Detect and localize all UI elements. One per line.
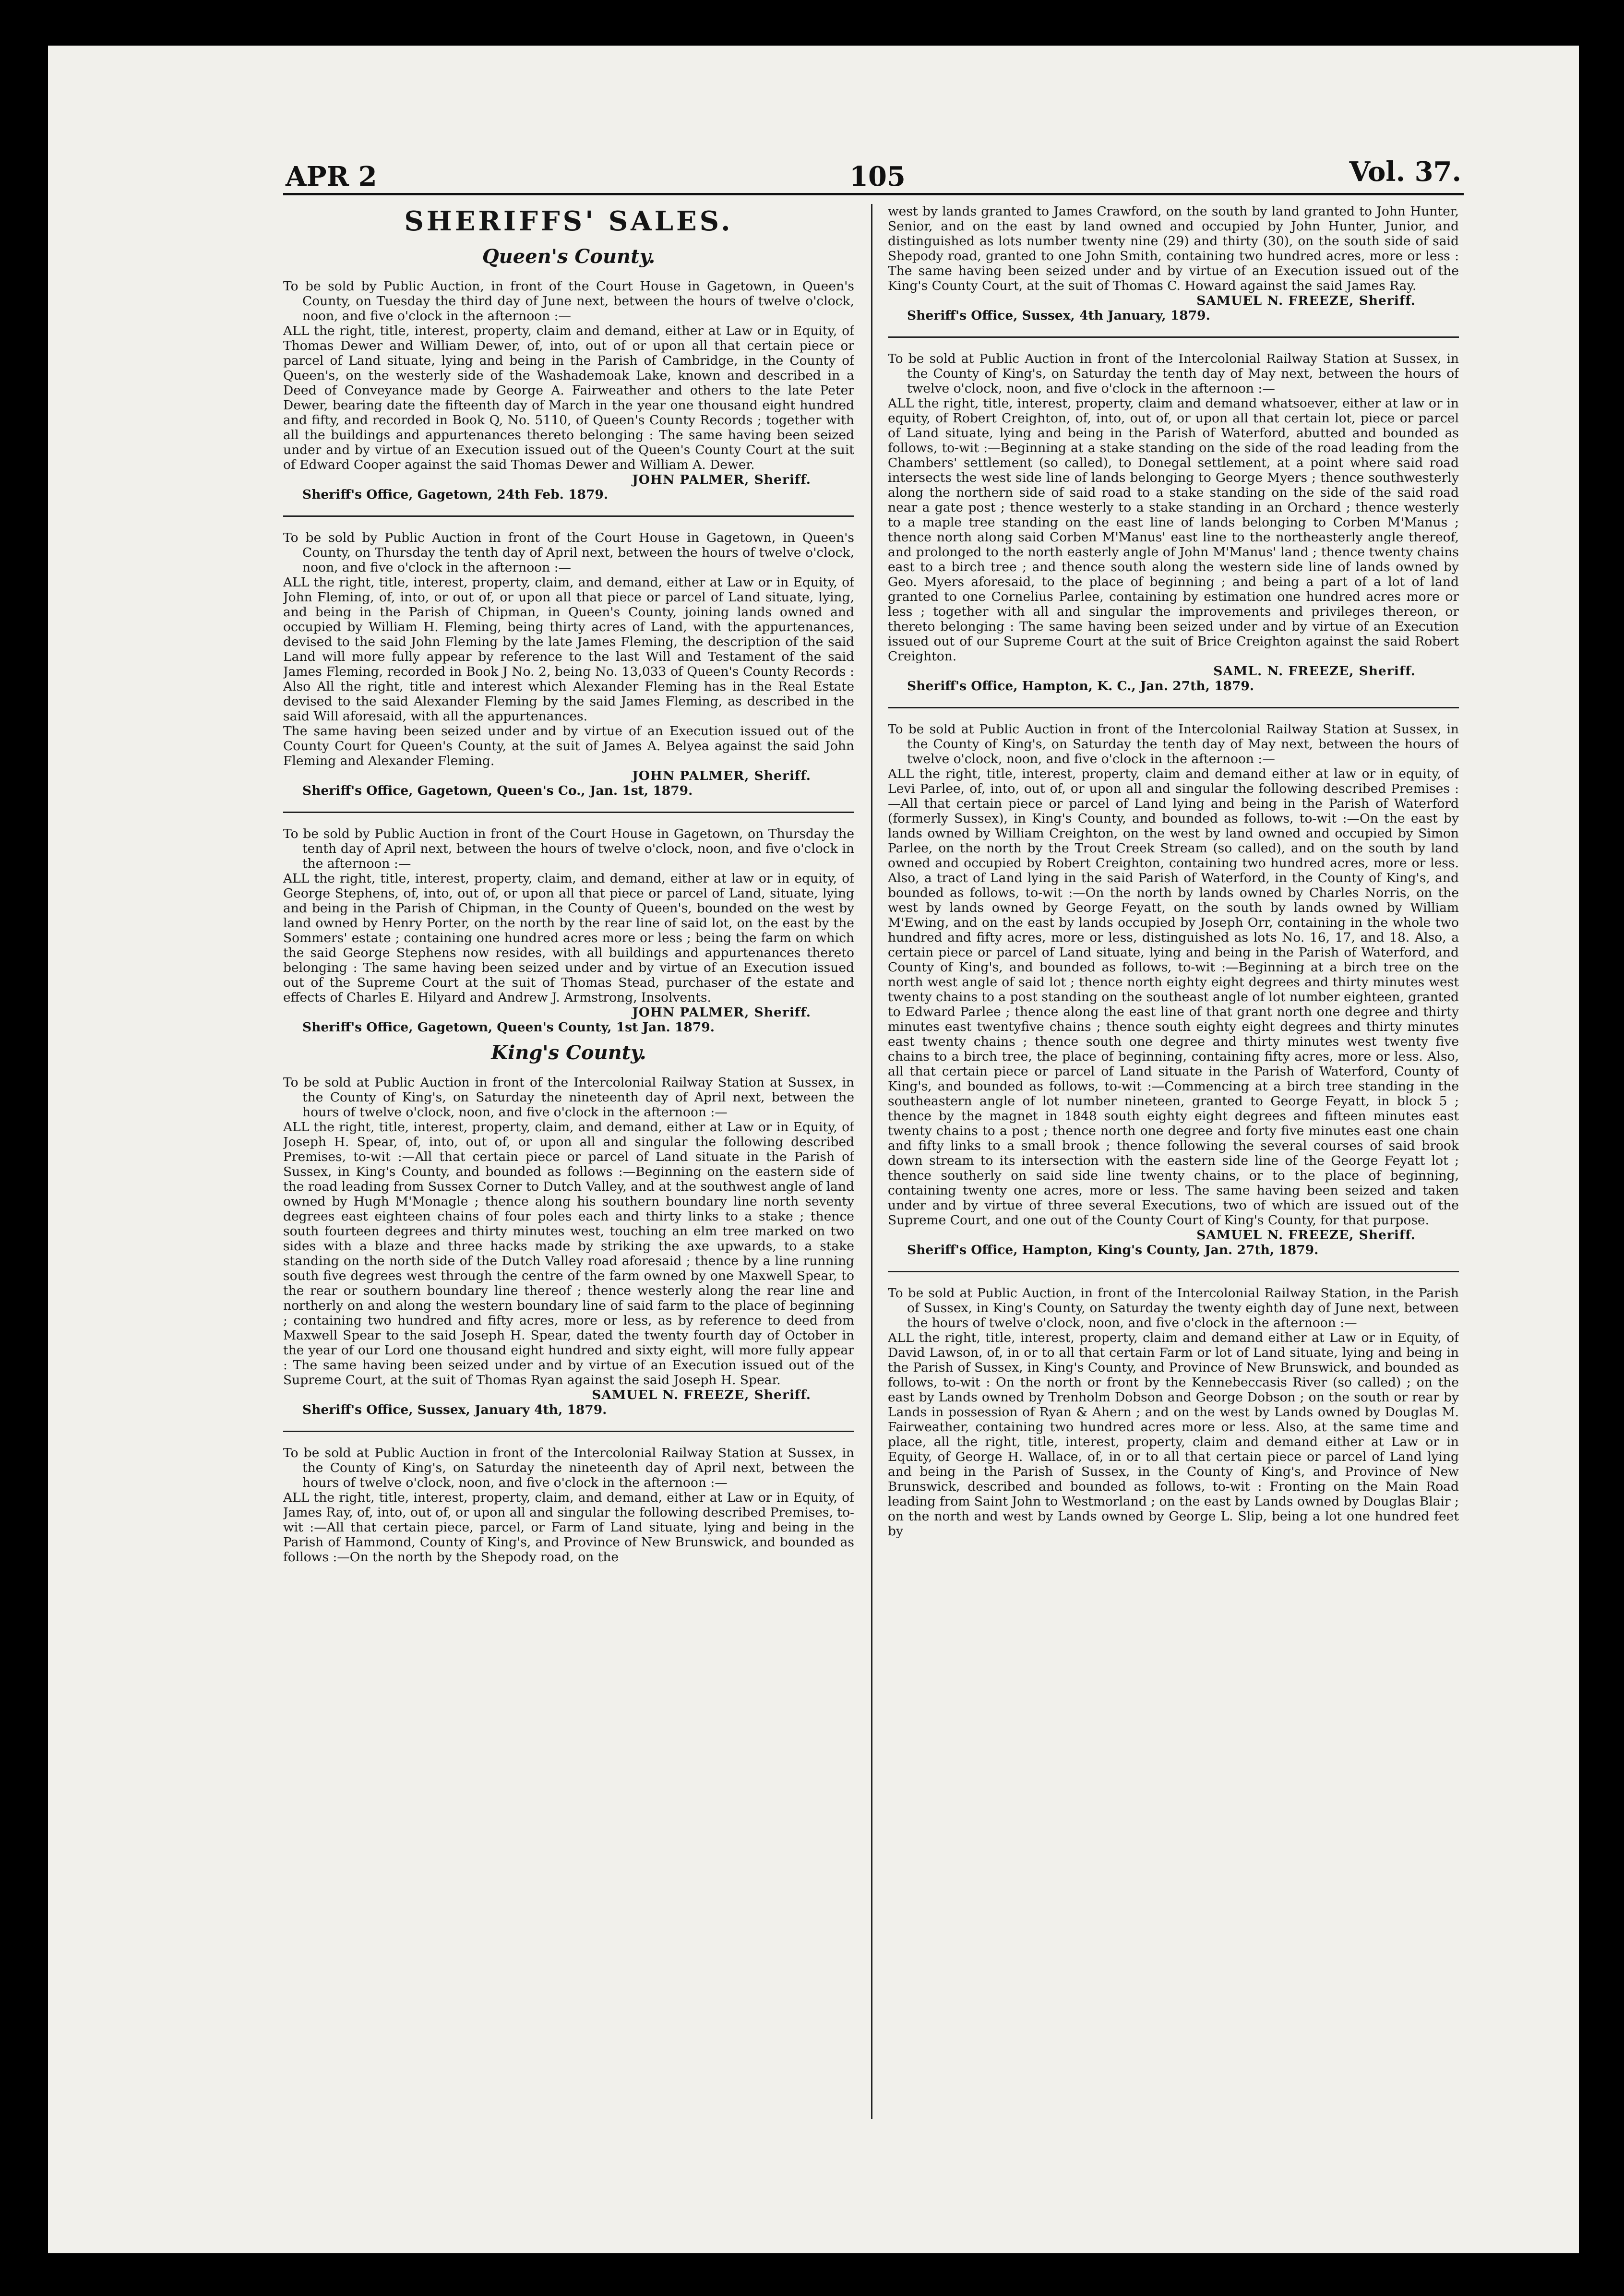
notice-body: ALL the right, title, interest, property, claim and demand either at Law or in Equity, of David Lawson, of, in or to all that certain Farm or lot of Land situate, lying and being in the Parish of Sussex, in King's County, and Province of New Brunswick, and bounded as follows, to-wit : On the north or front by the Kennebeccasis River (so called) ; on the east by Lands owned by Trenholm Dobson and George Dobson ; on the south or rear by Lands in possession of Ryan & Ahern ; and on the west by Lands owned by Douglas M. Fairweather, containing two hundred acres more or less. Also, at the same time and place, all the right, title, interest, property, claim and demand either at Law or in Equity, of George H. Wallace, of, in or to all that certain piece or parcel of Land lying and being in the Parish of Sussex, in the County of King's, and Province of New Brunswick, described and bounded as follows, to-wit : Fronting on the Main Road leading from Saint John to Westmorland ; on the east by Lands owned by Douglas Blair ; on the north and west by Lands owned by George L. Slip, being a lot one hundred feet by: [888, 1330, 1459, 1539]
notice-body: ALL the right, title, interest, property, claim, and demand, either at law or in equity, of George Stephens, of, into, out of, or upon all that piece or parcel of Land, situate, lying and being in the Parish of Chipman, in the County of Queen's, bounded on the west by land owned by Henry Porter, on the north by the rear line of said lot, on the east by the Sommers' estate ; containing one hundred acres more or less ; being the farm on which the said George Stephens now resides, with all buildings and appurtenances thereto belonging : The same having been seized under and by virtue of an Execution issued out of the Supreme Court at the suit of Thomas Stead, purchaser of the estate and effects of Charles E. Hilyard and Andrew J. Armstrong, Insolvents.: [283, 871, 854, 1005]
header-date: APR 2: [286, 161, 377, 192]
notice-ray-continued: [888, 204, 1459, 323]
sheriff-office-line: Sheriff's Office, Sussex, January 4th, 1879.: [302, 1402, 607, 1417]
page-number: 105: [849, 161, 906, 192]
kings-county-heading: King's County.: [491, 1041, 646, 1064]
notice-fleming: [283, 530, 854, 798]
notice-stephens: [283, 826, 854, 1035]
sheriff-office-line: Sheriff's Office, Gagetown, Queen's Co., Jan. 1st, 1879.: [302, 783, 693, 798]
sheriff-signature: SAML. N. FREEZE, Sheriff.: [1213, 664, 1416, 679]
notice-divider: [888, 336, 1459, 338]
sheriff-signature: JOHN PALMER, Sheriff.: [632, 472, 811, 487]
notice-body: ALL the right, title, interest, property, claim, and demand, either at Law or in Equity, of James Ray, of, into, out of, or upon all and singular the following described Premises, to-wit :—All that certain piece, parcel, or Farm of Land situate, lying and being in the Parish of Hammond, County of King's, and Province of New Brunswick, and bounded as follows :—On the north by the Shepody road, on the: [283, 1490, 854, 1565]
notice-dewer: [283, 279, 854, 502]
sheriff-office-line: Sheriff's Office, Hampton, K. C., Jan. 27th, 1879.: [907, 679, 1254, 694]
notice-body: ALL the right, title, interest, property, claim and demand either at law or in equity, of Levi Parlee, of, into, out of, or upon all and singular the following described Premises :—All that certain piece or parcel of Land lying and being in the Parish of Waterford (formerly Sussex), in King's County, and bounded as follows, to-wit :—On the east by lands owned by William Creighton, on the west by land owned and occupied by Simon Parlee, on the north by the Trout Creek Stream (so called), and on the south by land owned and occupied by Robert Creighton, containing two hundred acres, more or less. Also, a tract of Land lying in the said Parish of Waterford, in the County of King's, and bounded as follows, to-wit :—On the north by lands owned by Charles Norris, on the west by lands owned by George Feyatt, on the south by lands owned by William M'Ewing, and on the east by lands occupied by Joseph Orr, containing in the whole two hundred and fifty acres, more or less, distinguished as lots No. 16, 17, and 18. Also, a certain piece or parcel of Land situate, lying and being in the Parish of Waterford, and County of King's, and bounded as follows, to-wit :—Beginning at a birch tree on the north west angle of said lot ; thence north eighty eight degrees and thirty minutes west twenty chains to a post standing on the southeast angle of lot number eighteen, granted to Edward Parlee ; thence along the east line of that grant north one degree and thirty minutes east twentyfive chains ; thence south eighty eight degrees and thirty minutes east twenty chains ; thence south one degree and thirty minutes west twenty five chains to a birch tree, the place of beginning, containing fifty acres, more or less. Also, all that certain piece or parcel of Land situate in the Parish of Waterford, County of King's, and bounded as follows, to-wit :—Commencing at a birch tree standing in the southeastern angle of lot number nineteen, granted to George Feyatt, in block 5 ; thence by the magnet in 1848 south eighty eight degrees and fifteen minutes east twenty chains to a post ; thence north one degree and forty five minutes east one chain and fifty links to a small brook ; thence following the several courses of said brook down stream to its intersection with the eastern side line of the George Feyatt lot ; thence southerly on said side line twenty chains, or to the place of beginning, containing twenty one acres, more or less. The same having been seized and taken under and by virtue of three several Executions, two of which are issued out of the Supreme Court, and one out of the County Court of King's County, for that purpose.: [888, 766, 1459, 1228]
page-sheet: [48, 46, 1579, 2253]
notice-divider: [283, 515, 854, 517]
sheriff-signature: JOHN PALMER, Sheriff.: [632, 768, 811, 783]
sheriff-office-line: Sheriff's Office, Gagetown, Queen's County, 1st Jan. 1879.: [302, 1020, 715, 1035]
notice-ray: [283, 1446, 854, 1565]
sheriff-signature: JOHN PALMER, Sheriff.: [632, 1005, 811, 1020]
notice-divider: [888, 1271, 1459, 1272]
page-title: SHERIFFS' SALES.: [404, 205, 733, 237]
sheriff-signature: SAMUEL N. FREEZE, Sheriff.: [592, 1387, 811, 1402]
notice-lead: To be sold at Public Auction in front of the Intercolonial Railway Station at Sussex, in the County of King's, on Saturday the nineteenth day of April next, between the hours of twelve o'clock, noon, and five o'clock in the afternoon :—: [283, 1075, 854, 1120]
sheriff-signature: SAMUEL N. FREEZE, Sheriff.: [1196, 293, 1416, 308]
header-rule: [283, 193, 1464, 195]
notice-lead: To be sold at Public Auction in front of the Intercolonial Railway Station at Sussex, in the County of King's, on Saturday the tenth day of May next, between the hours of twelve o'clock, noon, and five o'clock in the afternoon :—: [888, 351, 1459, 396]
notice-divider: [888, 707, 1459, 708]
notice-body: ALL the right, title, interest, property, claim and demand whatsoever, either at law or in equity, of Robert Creighton, of, into, out of, or upon all that certain lot, piece or parcel of Land situate, lying and being in the Parish of Waterford, abutted and bounded as follows, to-wit :—Beginning at a stake standing on the side of the road leading from the Chambers' settlement (so called), to Donegal settlement, at a point where said road intersects the west side line of lands belonging to George Myers ; thence southwesterly along the northern side of said road to a stake standing on the side of the said road near a gate post ; thence westerly to a stake standing in an Orchard ; thence westerly to a maple tree standing on the east line of lands belonging to Corben M'Manus ; thence north along said Corben M'Manus' east line to the northeasterly angle thereof, and prolonged to the north easterly angle of John M'Manus' land ; thence twenty chains east to a birch tree ; and thence south along the western side line of lands owned by Geo. Myers aforesaid, to the place of beginning ; and being a part of a lot of land granted to one Cornelius Parlee, containing by estimation one hundred acres more or less ; together with all and singular the improvements and privileges thereon, or thereto belonging : The same having been seized under and by virtue of an Execution issued out of our Supreme Court at the suit of Brice Creighton against the said Robert Creighton.: [888, 396, 1459, 664]
right-column: [888, 204, 1459, 2129]
notice-body: ALL the right, title, interest, property, claim, and demand, either at Law or in Equity, of Joseph H. Spear, of, into, out of, or upon all and singular the following described Premises, to-wit :—All that certain piece or parcel of Land situate in the Parish of Sussex, in King's County, and bounded as follows :—Beginning on the eastern side of the road leading from Sussex Corner to Dutch Valley, and at the southwest angle of land owned by Hugh M'Monagle ; thence along his southern boundary line north seventy degrees east eighteen chains of four poles each and thirty links to a stake ; thence south fourteen degrees and thirty minutes west, touching an elm tree marked on two sides with a blaze and three hacks made by striking the axe upwards, to a stake standing on the north side of the Dutch Valley road aforesaid ; thence by a line running south five degrees west through the centre of the farm owned by one Maxwell Spear, to the rear or southern boundary line thereof ; thence westerly along the rear line and northerly on and along the western boundary line of said farm to the place of beginning ; containing two hundred and fifty acres, more or less, as by reference to deed from Maxwell Spear to the said Joseph H. Spear, dated the twenty fourth day of October in the year of our Lord one thousand eight hundred and sixty eight, will more fully appear : The same having been seized under and by virtue of an Execution issued out of the Supreme Court, at the suit of Thomas Ryan against the said Joseph H. Spear.: [283, 1120, 854, 1387]
notice-lead: To be sold at Public Auction in front of the Intercolonial Railway Station at Sussex, in the County of King's, on Saturday the tenth day of May next, between the hours of twelve o'clock, noon, and five o'clock in the afternoon :—: [888, 722, 1459, 766]
notice-lawson: [888, 1286, 1459, 1539]
notice-body-continued: west by lands granted to James Crawford, on the south by land granted to John Hunter, Senior, and on the east by land owned and occupied by John Hunter, Junior, and distinguished as lots number twenty nine (29) and thirty (30), on the south side of said Shepody road, granted to one John Smith, containing two hundred acres, more or less : The same having been seized under and by virtue of an Execution issued out of the King's County Court, at the suit of Thomas C. Howard against the said James Ray.: [888, 204, 1459, 293]
notice-divider: [283, 1431, 854, 1432]
queens-county-heading: Queen's County.: [482, 245, 656, 268]
notice-parlee: [888, 722, 1459, 1257]
sheriff-office-line: Sheriff's Office, Hampton, King's County, Jan. 27th, 1879.: [907, 1243, 1319, 1257]
notice-lead: To be sold at Public Auction in front of the Intercolonial Railway Station at Sussex, in the County of King's, on Saturday the nineteenth day of April next, between the hours of twelve o'clock, noon, and five o'clock in the afternoon :—: [283, 1446, 854, 1490]
left-column: [283, 204, 854, 2129]
notice-lead: To be sold by Public Auction, in front of the Court House in Gagetown, in Queen's County, on Tuesday the third day of June next, between the hours of twelve o'clock, noon, and five o'clock in the afternoon :—: [283, 279, 854, 323]
volume-number: Vol. 37.: [1349, 156, 1461, 188]
gazette-page: [283, 149, 1464, 2131]
sheriff-signature: SAMUEL N. FREEZE, Sheriff.: [1196, 1228, 1416, 1243]
column-divider: [871, 204, 872, 2119]
notice-creighton: [888, 351, 1459, 694]
notice-body: ALL the right, title, interest, property, claim, and demand, either at Law or in Equity, of John Fleming, of, into, or out of, or upon all that piece or parcel of Land situate, lying, and being in the Parish of Chipman, in Queen's County, joining lands owned and occupied by William H. Fleming, being thirty acres of Land, with the appurtenances, devised to the said John Fleming by the late James Fleming, the description of the said Land will more fully appear by reference to the last Will and Testament of the said James Fleming, recorded in Book J No. 2, being No. 13,033 of Queen's County Records : Also All the right, title and interest which Alexander Fleming has in the Real Estate devised to the said Alexander Fleming by the said James Fleming, as described in the said Will aforesaid, with all the appurtenances.: [283, 575, 854, 724]
sheriff-office-line: Sheriff's Office, Gagetown, 24th Feb. 1879.: [302, 487, 609, 502]
notice-divider: [283, 812, 854, 813]
notice-lead: To be sold at Public Auction, in front of the Intercolonial Railway Station, in the Parish of Sussex, in King's County, on Saturday the twenty eighth day of June next, between the hours of twelve o'clock, noon, and five o'clock in the afternoon :—: [888, 1286, 1459, 1330]
sheriff-office-line: Sheriff's Office, Sussex, 4th January, 1879.: [907, 308, 1210, 323]
notice-spear: [283, 1075, 854, 1417]
notice-body-seizure: The same having been seized under and by virtue of an Execution issued out of the County Court for Queen's County, at the suit of James A. Belyea against the said John Fleming and Alexander Fleming.: [283, 724, 854, 768]
notice-body: ALL the right, title, interest, property, claim and demand, either at Law or in Equity, of Thomas Dewer and William Dewer, of, into, out of or upon all that certain piece or parcel of Land situate, lying and being in the Parish of Cambridge, in the County of Queen's, on the westerly side of the Washademoak Lake, known and described in a Deed of Conveyance made by George A. Fairweather and others to the late Peter Dewer, bearing date the fifteenth day of March in the year one thousand eight hundred and fifty, and recorded in Book Q, No. 5110, of Queen's County Records ; together with all the buildings and appurtenances thereto belonging : The same having been seized under and by virtue of an Execution issued out of the Queen's County Court at the suit of Edward Cooper against the said Thomas Dewer and William A. Dewer.: [283, 323, 854, 472]
notice-lead: To be sold by Public Auction in front of the Court House in Gagetown, on Thursday the tenth day of April next, between the hours of twelve o'clock, noon, and five o'clock in the afternoon :—: [283, 826, 854, 871]
notice-lead: To be sold by Public Auction in front of the Court House in Gagetown, in Queen's County, on Thursday the tenth day of April next, between the hours of twelve o'clock, noon, and five o'clock in the afternoon :—: [283, 530, 854, 575]
